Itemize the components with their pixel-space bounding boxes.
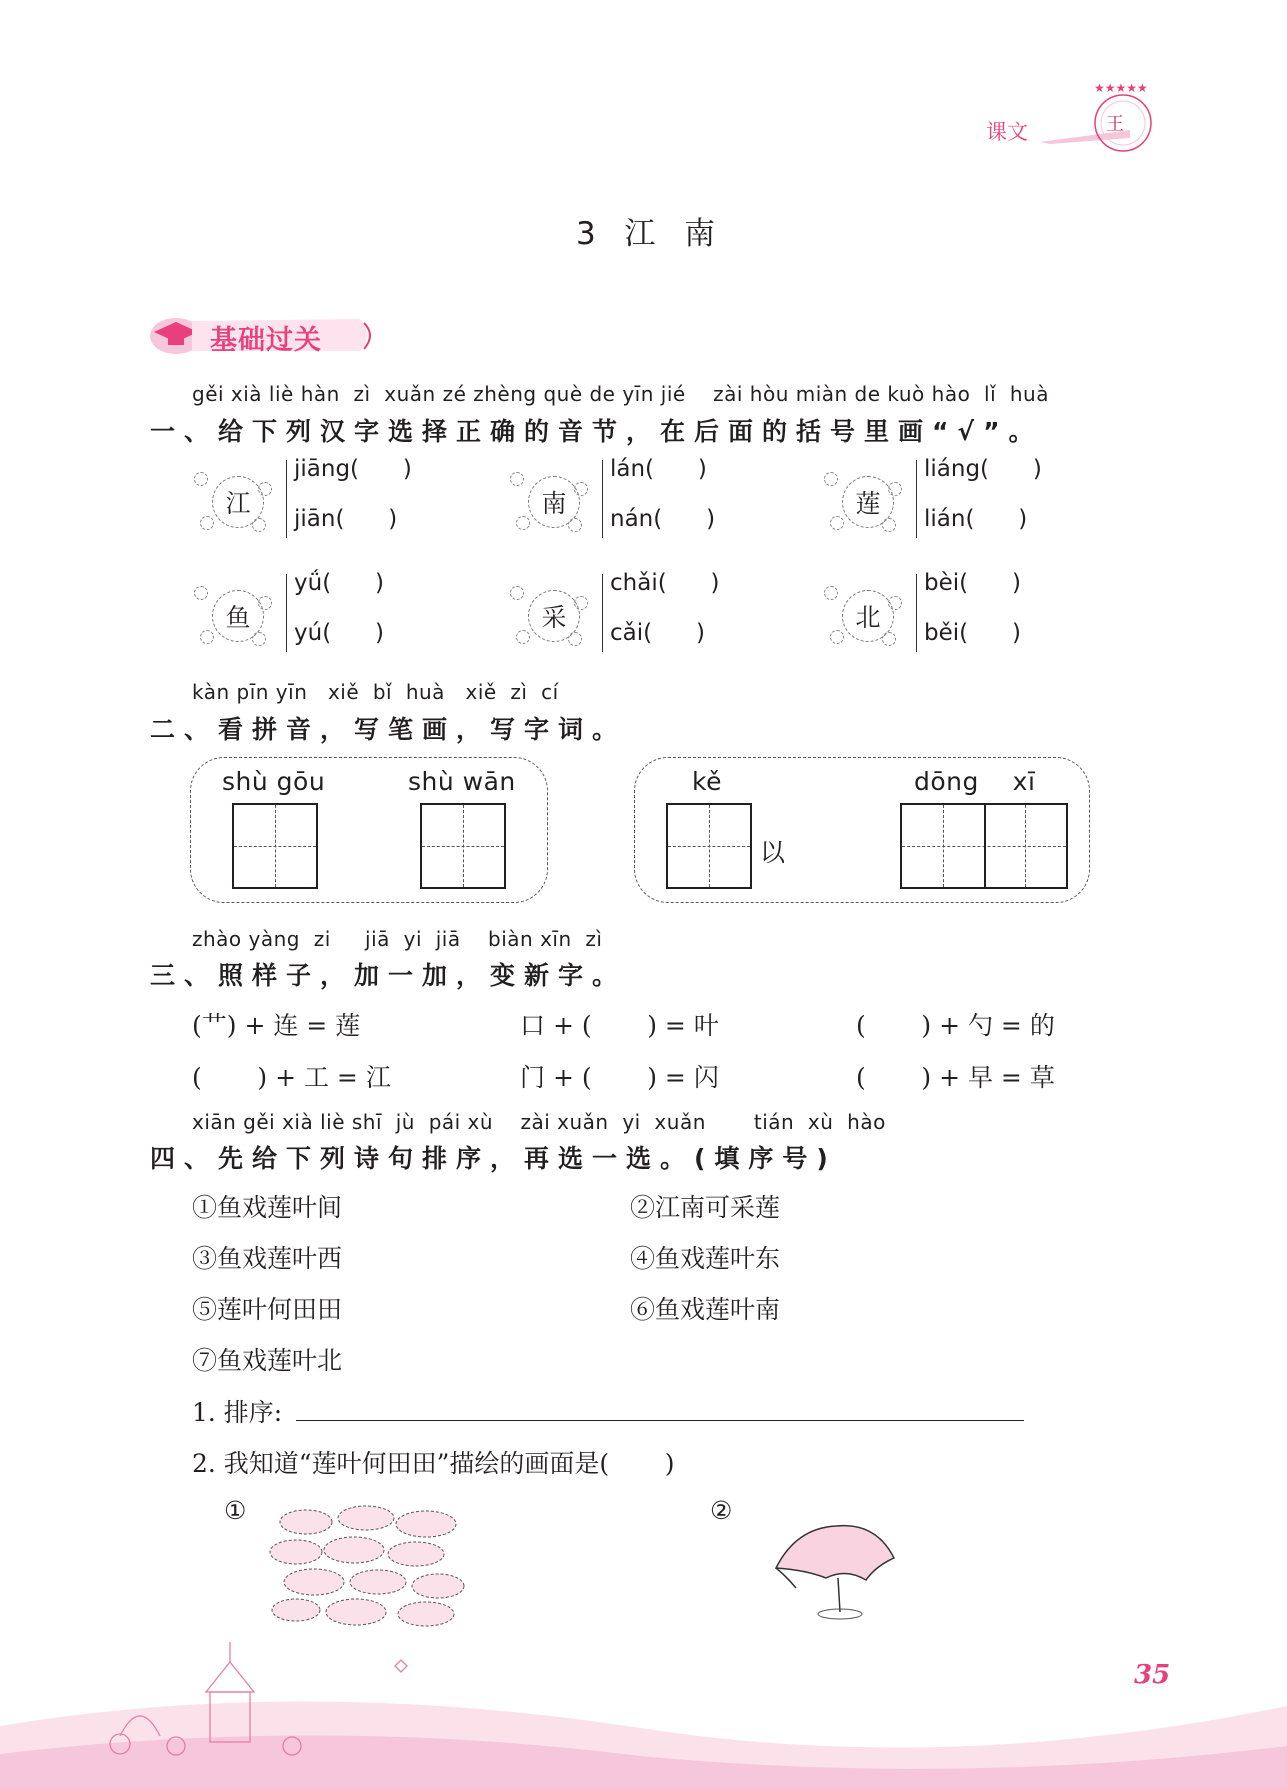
header-category: 课文	[986, 120, 1028, 144]
writing-grid[interactable]	[420, 803, 506, 889]
brace	[602, 460, 610, 538]
q1-pinyin: gěi xià liè hàn zì xuǎn zé zhèng què de yīn jié zài hòu miàn de kuò hào lǐ huà	[192, 382, 1049, 406]
hanzi-char: 采	[528, 590, 580, 642]
q4-pinyin: xiān gěi xià liè shī jù pái xù zài xuǎn yi xuǎn tián xù hào	[192, 1110, 886, 1134]
word-label-2: dōng xī	[914, 767, 1036, 796]
pinyin-option[interactable]: jiān( )	[294, 506, 398, 532]
pinyin-option[interactable]: bèi( )	[924, 570, 1021, 596]
q4-title: 四、先给下列诗句排序，再选一选。(填序号)	[150, 1144, 837, 1173]
poem-line: ④鱼戏莲叶东	[630, 1244, 781, 1273]
hanzi-char: 南	[528, 476, 580, 528]
q3-pinyin: zhào yàng zi jiā yi jiā biàn xīn zì	[192, 927, 603, 951]
choice-question: 2. 我知道“莲叶何田田”描绘的画面是( )	[192, 1449, 675, 1478]
pinyin-option[interactable]: yǘ( )	[294, 570, 385, 596]
q3-title: 三、照样子，加一加，变新字。	[150, 961, 627, 990]
pinyin-option[interactable]: běi( )	[924, 620, 1021, 646]
poem-line: ⑤莲叶何田田	[192, 1295, 343, 1324]
section-badge: 基础过关	[210, 325, 322, 356]
word-suffix: 以	[760, 838, 786, 867]
poem-line: ①鱼戏莲叶间	[192, 1193, 343, 1222]
hanzi-char: 鱼	[212, 590, 264, 642]
poem-line: ⑥鱼戏莲叶南	[630, 1295, 781, 1324]
q2-pinyin: kàn pīn yīn xiě bǐ huà xiě zì cí	[192, 680, 559, 704]
stroke-label-2: shù wān	[408, 767, 516, 796]
pinyin-option[interactable]: lán( )	[610, 456, 707, 482]
pinyin-option[interactable]: cǎi( )	[610, 620, 705, 646]
pinyin-option[interactable]: liáng( )	[924, 456, 1042, 482]
flower-char-badge	[192, 576, 290, 654]
writing-grid-double[interactable]	[900, 803, 1068, 889]
hanzi-char: 莲	[842, 476, 894, 528]
writing-grid[interactable]	[666, 803, 752, 889]
picture-1-label: ①	[224, 1496, 247, 1525]
flower-char-badge	[508, 462, 606, 540]
brace	[916, 574, 924, 652]
footer-decoration	[0, 1636, 1287, 1789]
pinyin-option[interactable]: lián( )	[924, 506, 1028, 532]
q2-title: 二、看拼音，写笔画，写字词。	[150, 715, 627, 744]
pinyin-option[interactable]: jiāng( )	[294, 456, 412, 482]
svg-text:王: 王	[1106, 114, 1124, 135]
flower-char-badge	[508, 576, 606, 654]
brace	[286, 574, 294, 652]
pinyin-option[interactable]: chǎi( )	[610, 570, 720, 596]
stroke-label-1: shù gōu	[222, 767, 326, 796]
flower-char-badge	[822, 462, 920, 540]
q3-cell: (艹) + 连 = 莲	[192, 1011, 361, 1040]
brace	[602, 574, 610, 652]
q3-cell: ( ) + 勺 = 的	[856, 1011, 1055, 1040]
svg-text:★★★★★: ★★★★★	[1094, 81, 1148, 95]
page-title: 3 江 南	[576, 216, 719, 252]
brace	[286, 460, 294, 538]
page-number: 35	[1134, 1660, 1171, 1690]
poem-line: ⑦鱼戏莲叶北	[192, 1346, 343, 1375]
flower-char-badge	[822, 576, 920, 654]
pinyin-option[interactable]: yú( )	[294, 620, 385, 646]
pinyin-option[interactable]: nán( )	[610, 506, 716, 532]
q3-cell: ( ) + 工 = 江	[192, 1063, 391, 1092]
publisher-logo	[1088, 78, 1158, 158]
sort-answer-line[interactable]	[296, 1420, 1024, 1421]
flower-char-badge	[192, 462, 290, 540]
sort-label: 1. 排序:	[192, 1398, 283, 1427]
writing-grid[interactable]	[232, 803, 318, 889]
q3-cell: 口 + ( ) = 叶	[520, 1011, 719, 1040]
brace	[916, 460, 924, 538]
hanzi-char: 江	[212, 476, 264, 528]
q1-title: 一、给下列汉字选择正确的音节，在后面的括号里画“√”。	[150, 417, 1043, 446]
single-lotus-leaf-image	[756, 1508, 906, 1628]
poem-line: ③鱼戏莲叶西	[192, 1244, 343, 1273]
poem-line: ②江南可采莲	[630, 1193, 781, 1222]
word-label-1: kě	[692, 767, 722, 796]
lotus-leaves-image	[266, 1502, 474, 1632]
q3-cell: 门 + ( ) = 闪	[520, 1063, 719, 1092]
q3-cell: ( ) + 早 = 草	[856, 1063, 1055, 1092]
picture-2-label: ②	[710, 1496, 733, 1525]
hanzi-char: 北	[842, 590, 894, 642]
